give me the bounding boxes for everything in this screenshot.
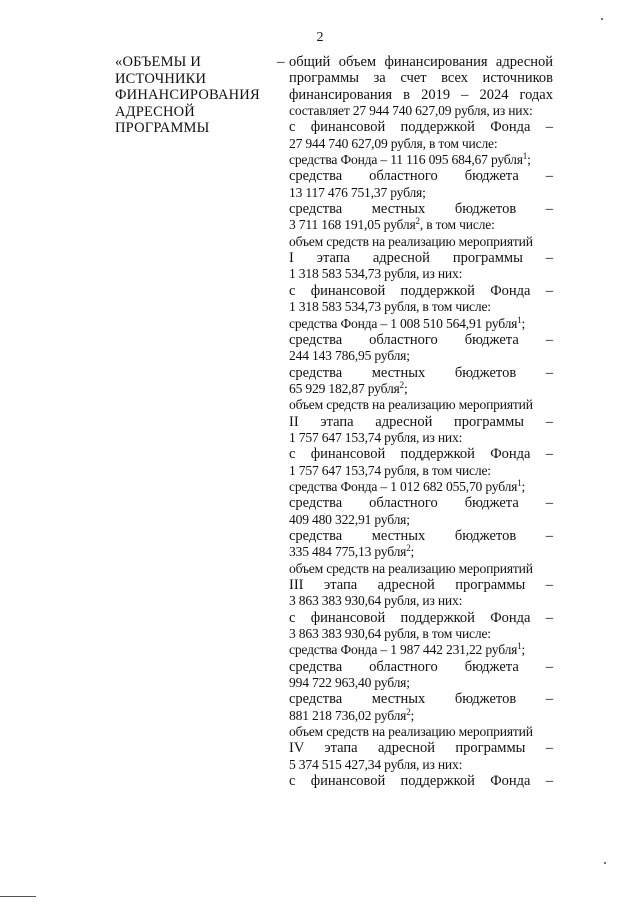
text-line-content: средства местных бюджетов – [289, 364, 553, 381]
text-line-content: II этапа адресной программы – [289, 413, 553, 430]
text-line [289, 708, 553, 724]
text-line [289, 414, 553, 430]
text-line-tail: ; [521, 315, 526, 331]
heading-line: ФИНАНСИРОВАНИЯ [115, 87, 260, 103]
text-line [289, 348, 553, 364]
text-line [289, 479, 553, 495]
text-line [289, 397, 553, 413]
text-line-tail: , в том числе: [419, 217, 495, 233]
heading-line: «ОБЪЕМЫ И [115, 54, 202, 70]
text-line-content: средства местных бюджетов – [289, 527, 553, 544]
text-line-content: средства Фонда – 1 012 682 055,70 рубля [289, 478, 518, 494]
text-line-content: с финансовой поддержкой Фонда – [289, 119, 553, 136]
text-line-content: объем средств на реализацию мероприятий [289, 560, 533, 576]
text-line-content: 335 484 775,13 рубля [289, 544, 407, 560]
text-line-content: I этапа адресной программы – [289, 250, 553, 267]
text-line [289, 283, 553, 299]
text-line-tail: ; [403, 380, 408, 396]
text-line [289, 495, 553, 511]
text-line-content: программы за счет всех источников [289, 70, 553, 87]
footnote-marker: 1 [517, 477, 522, 488]
text-line [289, 234, 553, 250]
text-line [289, 446, 553, 462]
text-line [289, 217, 553, 233]
text-line-content: с финансовой поддержкой Фонда – [289, 609, 553, 626]
scan-speck [604, 862, 606, 864]
text-line [289, 365, 553, 381]
text-line-content: 3 863 383 930,64 рубля, из них: [289, 593, 463, 609]
text-line-content: 3 863 383 930,64 рубля, в том числе: [289, 626, 491, 642]
text-line-content: 1 757 647 153,74 рубля, из них: [289, 429, 463, 445]
text-line [289, 626, 553, 642]
text-line-content: 994 722 963,40 рубля; [289, 675, 410, 691]
text-line-content: 1 318 583 534,73 рубля, в том числе: [289, 299, 491, 315]
text-line-content: средства Фонда – 11 116 095 684,67 рубля [289, 152, 523, 168]
text-line [289, 430, 553, 446]
text-line [289, 299, 553, 315]
text-line-content: объем средств на реализацию мероприятий [289, 233, 533, 249]
text-line-content: 65 929 182,87 рубля [289, 380, 400, 396]
text-line [289, 266, 553, 282]
text-line-content: средства областного бюджета – [289, 495, 553, 512]
text-line-content: с финансовой поддержкой Фонда – [289, 773, 553, 790]
text-line-tail: ; [410, 707, 415, 723]
text-line-content: 409 480 322,91 рубля; [289, 511, 410, 527]
text-line-content: средства Фонда – 1 008 510 564,91 рубля [289, 315, 518, 331]
text-line [289, 119, 553, 135]
text-line-tail: ; [527, 152, 531, 168]
text-line-content: составляет 27 944 740 627,09 рубля, из них: [289, 103, 533, 119]
text-line-content: средства областного бюджета – [289, 658, 553, 675]
text-line [289, 332, 553, 348]
text-line-content: IV этапа адресной программы – [289, 740, 553, 757]
text-line [289, 512, 553, 528]
text-line-content: средства областного бюджета – [289, 331, 553, 348]
text-line [289, 659, 553, 675]
text-line [289, 103, 553, 119]
footnote-marker: 2 [415, 216, 420, 227]
text-line [289, 544, 553, 560]
text-line [289, 675, 553, 691]
scan-edge-mark [0, 896, 36, 897]
text-line [289, 201, 553, 217]
text-line [289, 593, 553, 609]
text-line-tail: ; [521, 478, 526, 494]
text-line-tail: ; [410, 544, 415, 560]
text-line [289, 642, 553, 658]
scan-speck [601, 18, 603, 20]
text-line [289, 54, 553, 70]
text-line [289, 528, 553, 544]
text-line-content: 1 318 583 534,73 рубля, из них: [289, 266, 463, 282]
text-line-content: средства местных бюджетов – [289, 201, 553, 218]
financing-details [289, 54, 553, 789]
text-line [289, 691, 553, 707]
text-line [289, 381, 553, 397]
text-line [289, 87, 553, 103]
text-line [289, 773, 553, 789]
footnote-marker: 1 [522, 151, 528, 162]
footnote-marker: 2 [399, 379, 404, 390]
text-line-content: средства Фонда – 1 987 442 231,22 рубля [289, 642, 518, 658]
text-line [289, 250, 553, 266]
text-line-content: средства местных бюджетов – [289, 691, 553, 708]
text-line-content: 881 218 736,02 рубля [289, 707, 407, 723]
heading-line: АДРЕСНОЙ [115, 103, 195, 120]
text-line [289, 740, 553, 756]
text-line-content: 27 944 740 627,09 рубля, в том числе: [289, 135, 498, 151]
text-line [289, 577, 553, 593]
text-line [289, 316, 553, 332]
text-line [289, 463, 553, 479]
page-number: 2 [316, 30, 324, 45]
footnote-marker: 2 [406, 543, 411, 554]
text-line [289, 561, 553, 577]
section-heading [115, 54, 265, 137]
text-line [289, 610, 553, 626]
text-line-content: 5 374 515 427,34 рубля, из них: [289, 756, 463, 772]
text-line-tail: ; [521, 642, 526, 658]
text-line [289, 152, 553, 168]
text-line [289, 168, 553, 184]
text-line-content: общий объем финансирования адресной [289, 54, 553, 70]
text-line-content: 3 711 168 191,05 рубля [289, 217, 416, 233]
text-line-content: 1 757 647 153,74 рубля, в том числе: [289, 462, 491, 478]
text-line-content: 244 143 786,95 рубля; [289, 348, 410, 364]
text-line-content: с финансовой поддержкой Фонда – [289, 282, 553, 299]
text-line-content: с финансовой поддержкой Фонда – [289, 446, 553, 463]
text-line [289, 757, 553, 773]
text-line [289, 70, 553, 86]
text-line-content: финансирования в 2019 – 2024 годах [289, 86, 553, 103]
footnote-marker: 1 [517, 314, 522, 325]
footnote-marker: 2 [406, 706, 411, 717]
text-line-content: III этапа адресной программы – [289, 577, 553, 593]
text-line-content: средства областного бюджета – [289, 168, 553, 185]
footnote-marker: 1 [517, 641, 522, 652]
text-line [289, 724, 553, 740]
separator-dash: – [277, 54, 285, 70]
text-line-content: объем средств на реализацию мероприятий [289, 724, 533, 740]
heading-line: ПРОГРАММЫ [115, 120, 210, 136]
text-line-content: 13 117 476 751,37 рубля; [289, 184, 426, 200]
text-line-content: объем средств на реализацию мероприятий [289, 397, 533, 413]
text-line [289, 136, 553, 152]
heading-line: ИСТОЧНИКИ [115, 70, 207, 87]
text-line [289, 185, 553, 201]
